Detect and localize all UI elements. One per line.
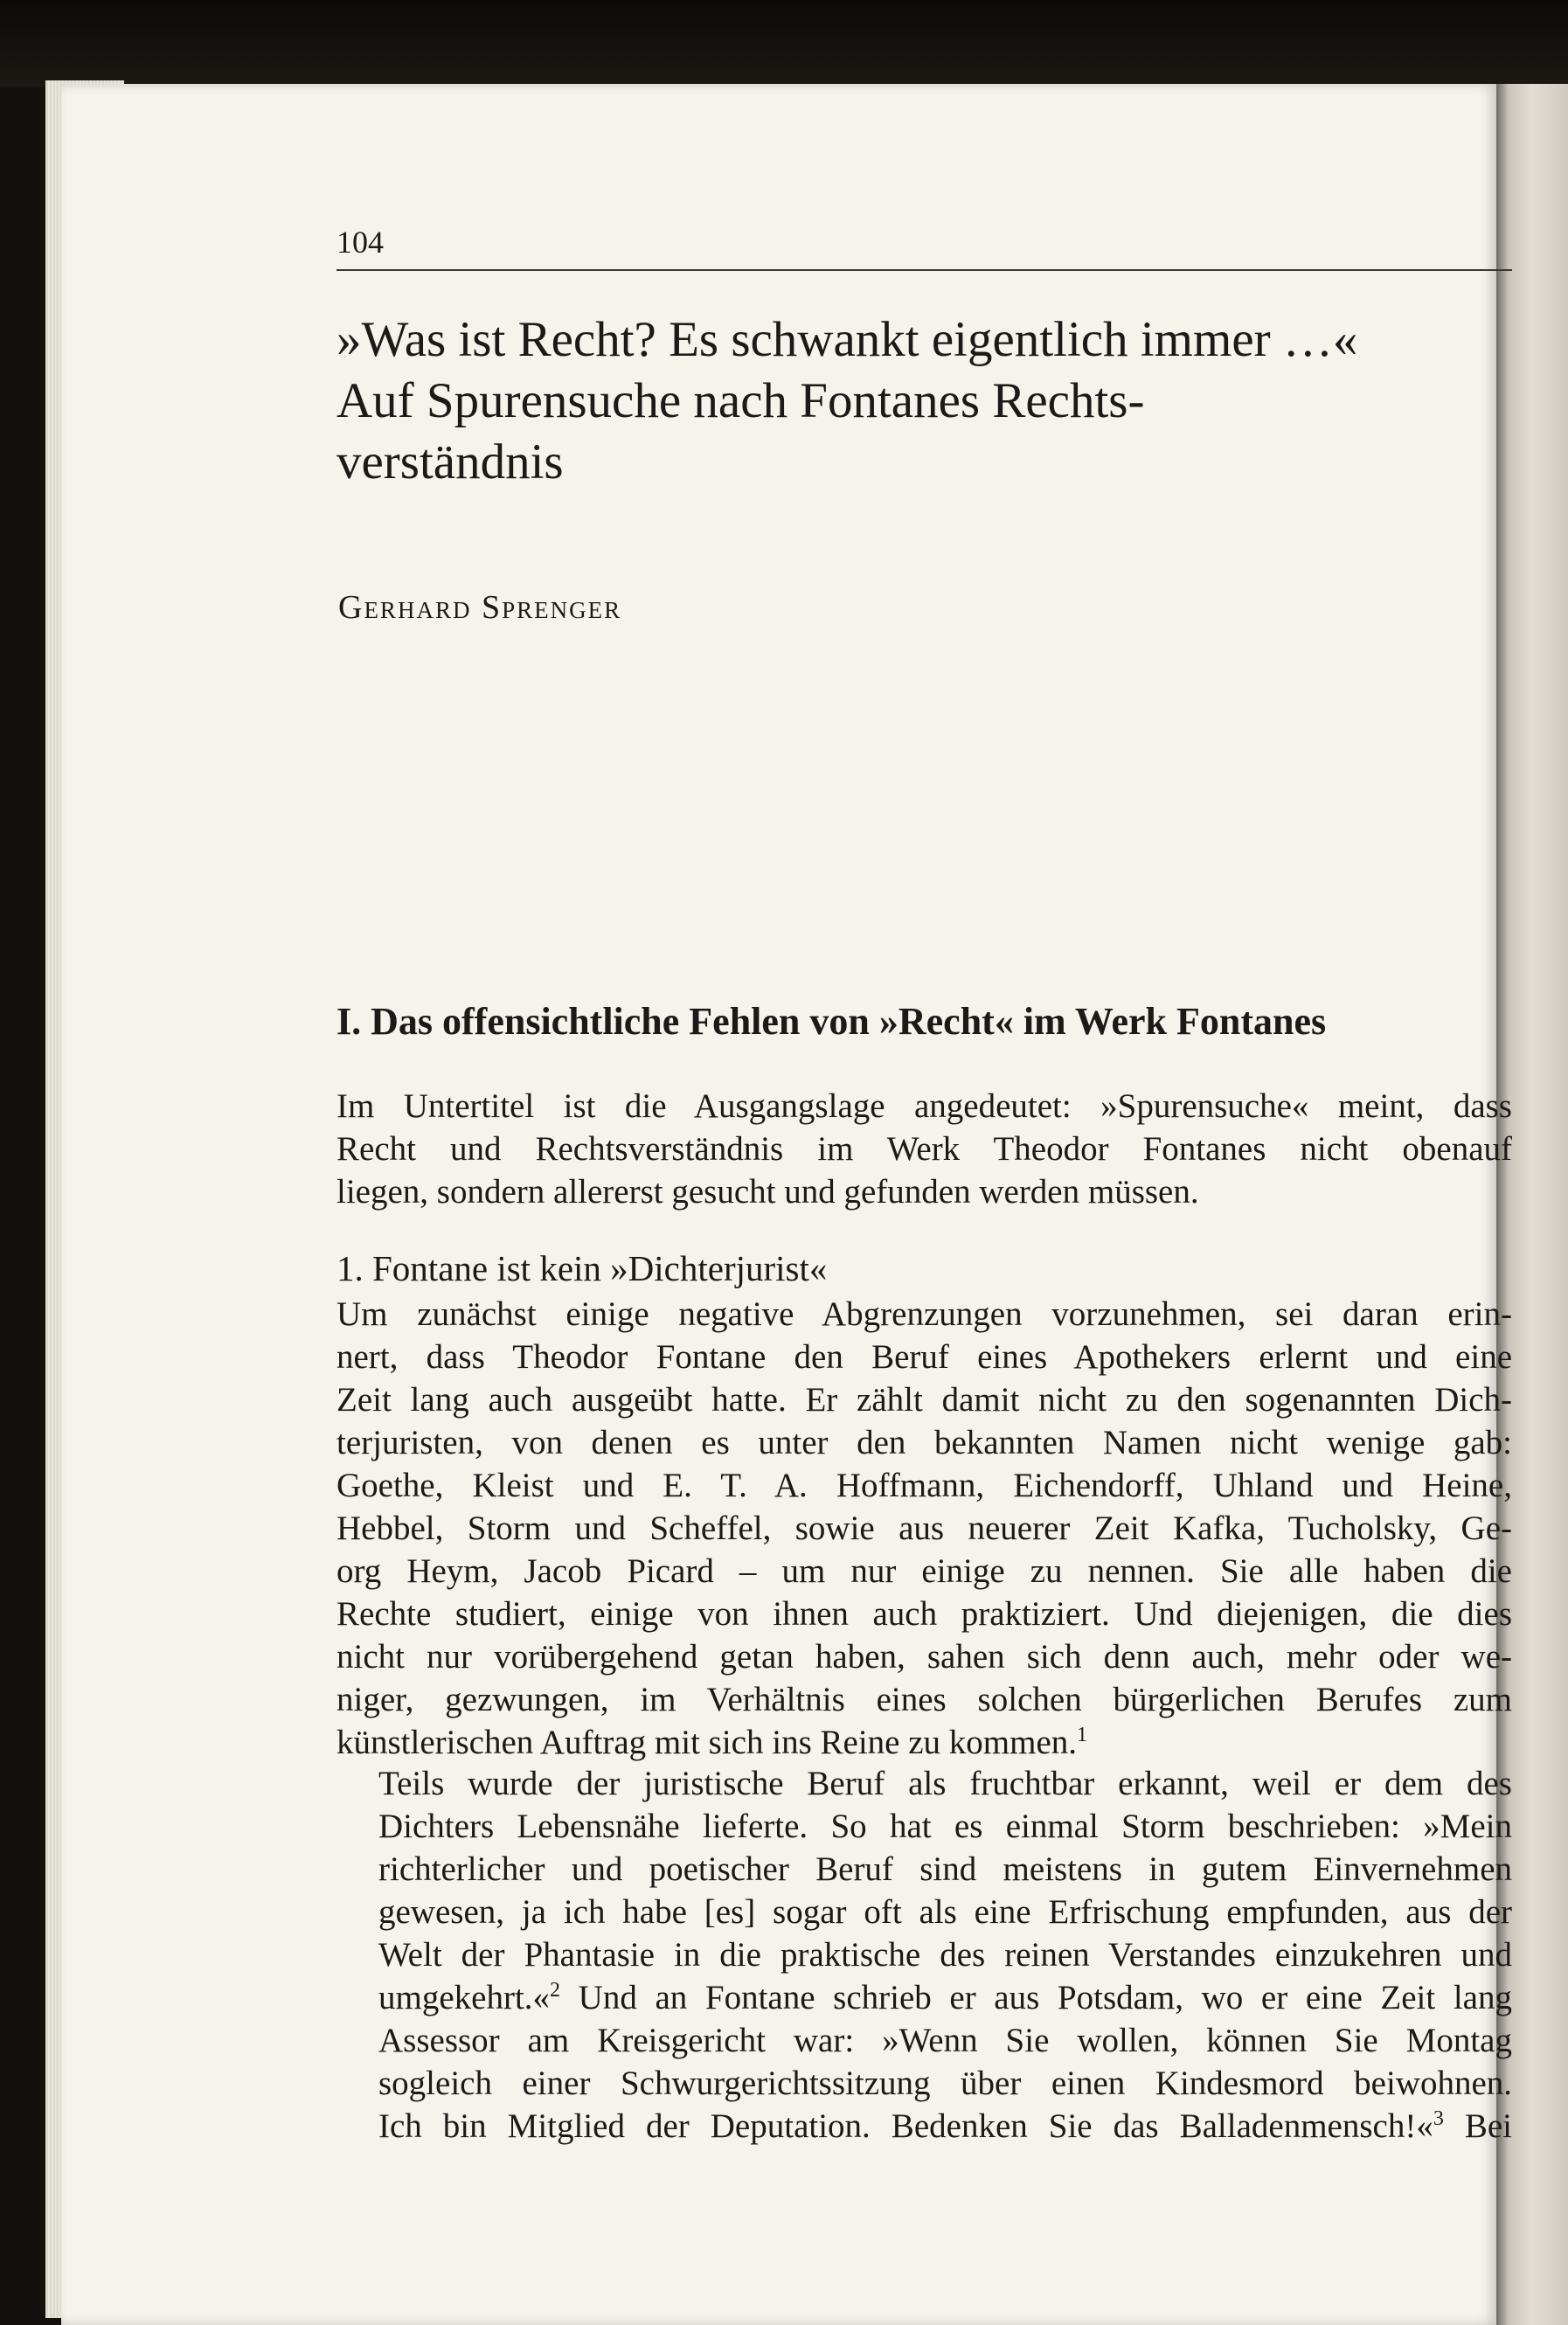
text-line: Rechte studiert, einige von ihnen auch praktiziert. Und diejenigen, die dies	[336, 1595, 1512, 1633]
text-line: richterlicher und poetischer Beruf sind meistens in gutem Einvernehmen	[378, 1850, 1512, 1888]
text-line	[336, 1976, 1512, 2019]
text-line: Hebbel, Storm und Scheffel, sowie aus neuerer Zeit Kafka, Tucholsky, Ge-	[336, 1510, 1512, 1547]
text-line: niger, gezwungen, im Verhältnis eines solchen bürgerlichen Berufes zum	[336, 1681, 1512, 1718]
text-segment: umgekehrt.«	[378, 1979, 551, 2016]
text-line: Zeit lang auch ausgeübt hatte. Er zählt damit nicht zu den sogenannten Dich-	[336, 1381, 1512, 1419]
text-line: Welt der Phantasie in die praktische des reinen Verstandes einzukehren und	[378, 1936, 1512, 1974]
text-line: nicht nur vorübergehend getan haben, sahen sich denn auch, mehr oder we-	[336, 1638, 1512, 1676]
section-heading: I. Das offensichtliche Fehlen von »Recht« im Werk Fontanes	[336, 1000, 1327, 1043]
text-line: Dichters Lebensnähe lieferte. So hat es einmal Storm beschrieben: »Mein	[378, 1808, 1512, 1845]
text-line: gewesen, ja ich habe [es] sogar oft als eine Erfrischung empfunden, aus der	[378, 1893, 1512, 1931]
subsection-heading: 1. Fontane ist kein »Dichterjurist«	[336, 1248, 828, 1288]
text-line: Im Untertitel ist die Ausgangslage angedeutet: »Spurensuche« meint, dass	[336, 1087, 1512, 1125]
title-line: verständnis	[336, 434, 564, 489]
body-paragraph	[336, 1293, 1512, 1764]
book-page	[61, 84, 1512, 2325]
page-number: 104	[336, 225, 384, 260]
text-segment: Ich bin Mitglied der Deputation. Bedenken Sie das Balladenmensch!«	[378, 2107, 1433, 2145]
text-line: nert, dass Theodor Fontane den Beruf eines Apothekers erlernt und eine	[336, 1338, 1512, 1376]
text-line: sogleich einer Schwurgerichtssitzung über einen Kindesmord beiwohnen.	[378, 2065, 1512, 2102]
body-paragraph	[336, 1762, 1512, 2148]
text-line: Assessor am Kreisgericht war: »Wenn Sie wollen, können Sie Montag	[378, 2022, 1512, 2059]
footnote-ref: 1	[1077, 1724, 1088, 1746]
footnote-ref: 3	[1433, 2107, 1444, 2130]
intro-paragraph	[336, 1085, 1512, 1213]
chapter-title	[336, 309, 1512, 493]
text-line	[336, 1721, 1512, 1764]
title-line: Auf Spurensuche nach Fontanes Rechts-	[336, 373, 1145, 428]
text-segment: Bei	[1443, 2107, 1512, 2145]
scan-background-top	[0, 0, 1568, 87]
title-line: »Was ist Recht? Es schwankt eigentlich immer …«	[336, 312, 1358, 367]
text-line: liegen, sondern allererst gesucht und gefunden werden müssen.	[336, 1173, 1199, 1211]
text-line	[336, 2105, 1512, 2148]
text-line: Goethe, Kleist und E. T. A. Hoffmann, Eichendorff, Uhland und Heine,	[336, 1467, 1512, 1504]
text-line: org Heym, Jacob Picard – um nur einige zu nennen. Sie alle haben die	[336, 1552, 1512, 1590]
author-name: Gerhard Sprenger	[338, 589, 622, 626]
text-line: Teils wurde der juristische Beruf als fruchtbar erkannt, weil er dem des	[378, 1765, 1512, 1802]
text-line: Recht und Rechtsverständnis im Werk Theodor Fontanes nicht obenauf	[336, 1130, 1512, 1168]
footnote-ref: 2	[550, 1979, 561, 2002]
text-line: terjuristen, von denen es unter den bekannten Namen nicht wenige gab:	[336, 1424, 1512, 1461]
header-rule	[336, 269, 1512, 271]
text-segment: künstlerischen Auftrag mit sich ins Reine zu kommen.	[336, 1724, 1078, 1761]
text-segment: Und an Fontane schrieb er aus Potsdam, wo er eine Zeit lang	[560, 1979, 1512, 2016]
text-line: Um zunächst einige negative Abgrenzungen vorzunehmen, sei daran erin-	[336, 1295, 1512, 1333]
